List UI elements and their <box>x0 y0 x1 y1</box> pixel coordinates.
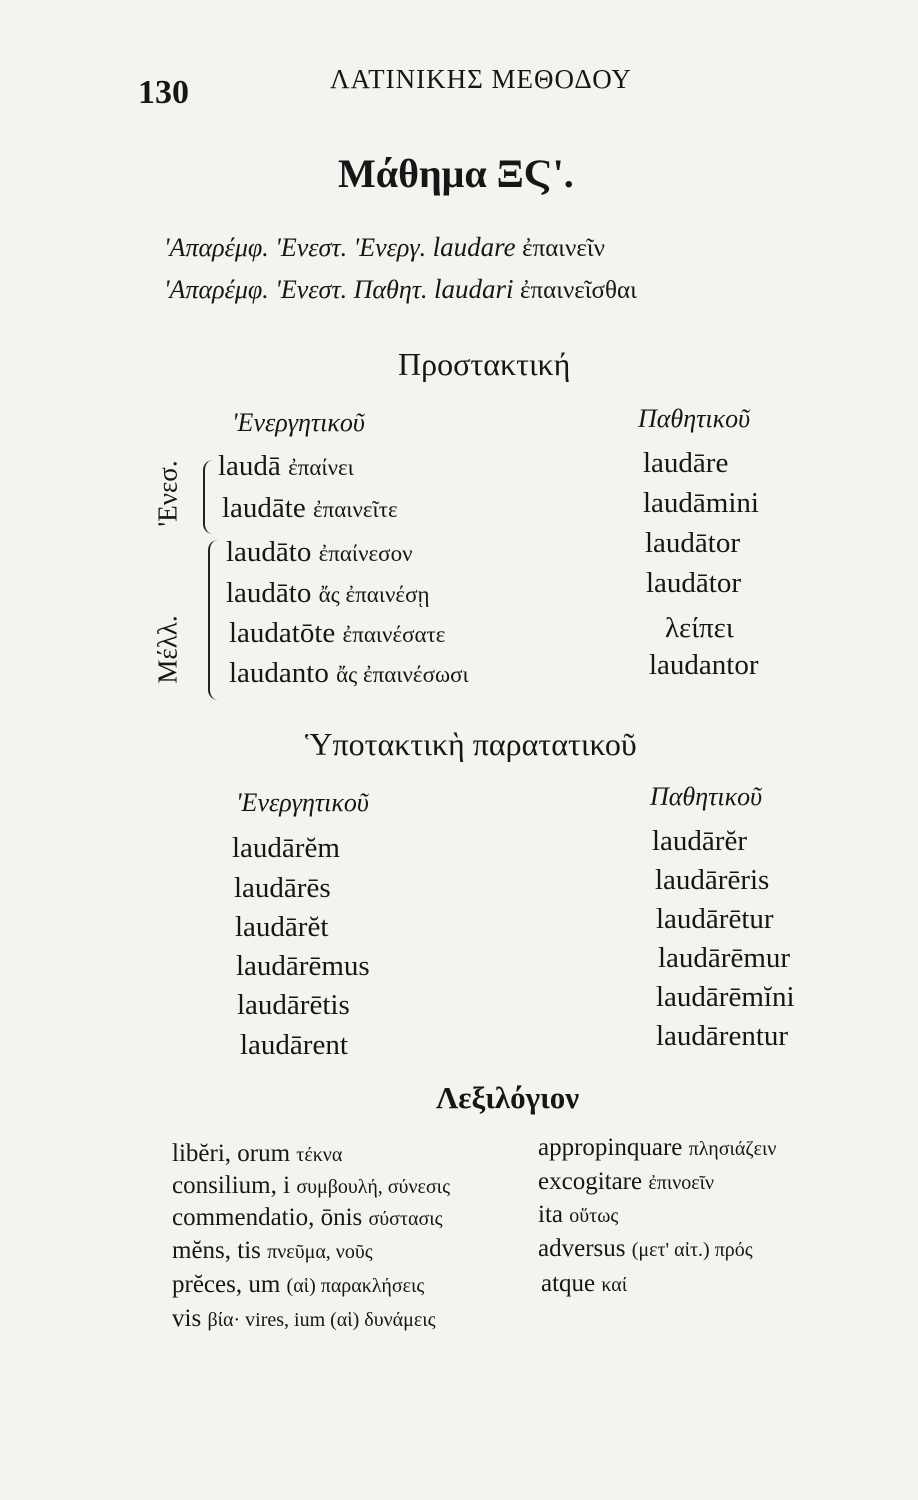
subjunctive-passive-form: laudārēris <box>655 864 770 896</box>
subjunctive-title: Ὑποτακτικὴ παρατατικοῦ <box>305 726 637 762</box>
subjunctive-active-header: 'Ενεργητικοῦ <box>236 788 369 817</box>
imperative-passive-form: laudātor <box>646 567 742 599</box>
lexicon-title: Λεξιλόγιον <box>436 1080 580 1115</box>
imperative-passive-form: laudāmini <box>643 487 759 519</box>
infinitive-greek: ἐπαινεῖν <box>522 235 605 262</box>
subjunctive-active-form: laudārĕm <box>232 832 340 864</box>
subjunctive-active-form: laudārēmus <box>236 950 370 982</box>
subjunctive-passive-form: laudārēmĭni <box>656 981 795 1013</box>
subjunctive-passive-form: laudārĕr <box>652 825 747 857</box>
subjunctive-active-form: laudārĕt <box>235 911 329 943</box>
vocab-entry: adversus (μετ' αἰτ.) πρός <box>538 1235 753 1262</box>
imperative-active-header: 'Ενεργητικοῦ <box>232 408 365 437</box>
future-label: Μέλλ. <box>152 615 183 684</box>
imperative-passive-form: laudāre <box>643 447 729 479</box>
infinitive-greek: ἐπαινεῖσθαι <box>520 277 637 304</box>
subjunctive-passive-header: Παθητικοῦ <box>650 782 763 811</box>
lesson-title: Μάθημα ΞϚ'. <box>338 151 574 196</box>
present-label: 'Ενεσ. <box>152 460 183 527</box>
vocab-entry: mĕns, tis πνεῦμα, νοῦς <box>172 1237 373 1264</box>
subjunctive-passive-form: laudārēmur <box>658 942 791 974</box>
vocab-entry: appropinquare πλησιάζειν <box>538 1134 777 1161</box>
vocab-entry: ita οὕτως <box>538 1201 619 1228</box>
subjunctive-active-form: laudārētis <box>237 989 350 1021</box>
imperative-title: Προστακτική <box>398 346 571 382</box>
subjunctive-passive-form: laudārentur <box>656 1020 789 1052</box>
subjunctive-active-form: laudārēs <box>234 872 331 904</box>
vocab-entry: consilium, i συμβουλή, σύνεσις <box>172 1172 450 1199</box>
imperative-passive-header: Παθητικοῦ <box>638 404 751 433</box>
imperative-row: laudā ἐπαίνει <box>218 450 354 482</box>
vocab-entry: excogitare ἐπινοεῖν <box>538 1168 715 1195</box>
imperative-row: laudāto ἐπαίνεσον <box>226 536 413 568</box>
infinitive-active-row <box>164 232 605 263</box>
imperative-row: laudatōte ἐπαινέσατε <box>229 617 446 649</box>
imperative-passive-form: laudātor <box>645 527 741 559</box>
vocab-entry: prĕces, um (αἱ) παρακλήσεις <box>172 1271 425 1298</box>
vocab-entry: atque καί <box>541 1270 628 1297</box>
vocab-entry: vis βία· vires, ium (αἱ) δυνάμεις <box>172 1305 436 1332</box>
infinitive-latin: laudari <box>434 274 514 304</box>
imperative-row: laudanto ἄς ἐπαινέσωσι <box>229 657 469 689</box>
subjunctive-passive-form: laudārētur <box>656 903 774 935</box>
infinitive-label: 'Απαρέμφ. 'Ενεστ. 'Ενεργ. <box>164 233 427 262</box>
infinitive-latin: laudare <box>432 232 516 262</box>
vocab-entry: libĕri, orum τέκνα <box>172 1140 343 1167</box>
running-title: ΛΑΤΙΝΙΚΗΣ ΜΕΘΟΔΟΥ <box>330 64 632 94</box>
future-brace <box>208 540 220 700</box>
imperative-passive-form: laudantor <box>649 649 759 681</box>
page-number: 130 <box>138 74 189 111</box>
vocab-entry: commendatio, ōnis σύστασις <box>172 1204 443 1231</box>
infinitive-passive-row <box>164 274 637 305</box>
present-brace <box>203 460 213 534</box>
subjunctive-active-form: laudārent <box>240 1029 348 1061</box>
infinitive-label: 'Απαρέμφ. 'Ενεστ. Παθητ. <box>164 275 428 304</box>
imperative-row: laudāte ἐπαινεῖτε <box>222 492 398 524</box>
imperative-row: laudāto ἄς ἐπαινέσῃ <box>226 577 430 609</box>
imperative-passive-form: λείπει <box>665 612 734 644</box>
